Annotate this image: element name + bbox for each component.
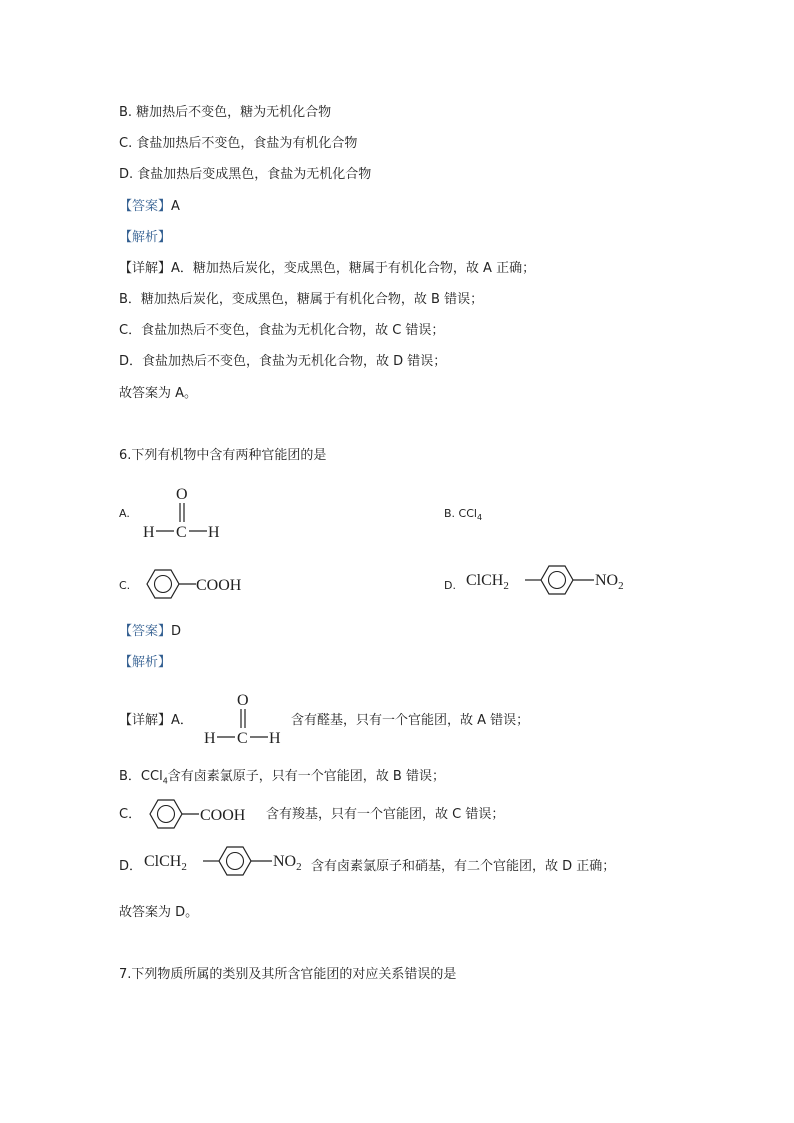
clch-group: ClCH$_2$ [144, 853, 187, 873]
atom-h-right: H [208, 524, 220, 541]
atom-h-left: H [143, 524, 155, 541]
detail-prefix: B．CCl [119, 769, 163, 784]
detail-d-q6-prefix: D． [119, 859, 143, 874]
analysis-label-q5: 【解析】 [119, 230, 172, 245]
clch-group: ClCH$_2$ [466, 572, 509, 592]
formaldehyde-structure-a [140, 484, 230, 542]
nitro-group: $NO_2$ [595, 572, 624, 592]
answer-q5 [119, 198, 180, 216]
atom-h-right: H [269, 730, 281, 747]
detail-d-q6-text: 含有卤素氯原子和硝基，有二个官能团，故 D 正确； [311, 859, 616, 874]
q6-option-a-label: A. [119, 507, 130, 520]
detail-a-q6-text: 含有醛基，只有一个官能团，故 A 错误； [291, 713, 530, 728]
q6-option-b-sub: 4 [476, 513, 483, 523]
q6-option-b [444, 507, 482, 525]
answer-value: D [171, 624, 182, 639]
detail-label: 【详解】 [119, 261, 172, 276]
option-c-q5: C. 食盐加热后不变色，食盐为有机化合物 [119, 136, 358, 151]
detail-c-q6-text: 含有羧基，只有一个官能团，故 C 错误； [266, 807, 505, 822]
atom-c: C [237, 730, 248, 747]
question-7-stem: 7.下列物质所属的类别及其所含官能团的对应关系错误的是 [119, 967, 457, 982]
nitrobenzyl-chloride-structure-explained [141, 841, 311, 881]
detail-text: A．糖加热后炭化，变成黑色，糖属于有机化合物，故 A 正确； [171, 261, 536, 276]
detail-prefix: A． [171, 713, 193, 728]
question-6-stem: 6.下列有机物中含有两种官能团的是 [119, 448, 327, 463]
detail-b-q6 [119, 768, 445, 791]
option-d-q5: D. 食盐加热后变成黑色，食盐为无机化合物 [119, 167, 372, 182]
atom-o: O [176, 486, 188, 503]
conclusion-q6: 故答案为 D。 [119, 905, 199, 920]
detail-b-sub: 4 [162, 776, 168, 786]
atom-c: C [176, 524, 187, 541]
benzoic-acid-structure-c [138, 564, 258, 604]
benzoic-acid-structure-explained [141, 794, 263, 834]
detail-a-q5 [119, 260, 535, 278]
q6-option-b-text: B. CCl [444, 507, 477, 520]
answer-label: 【答案】 [119, 624, 172, 639]
answer-label: 【答案】 [119, 199, 172, 214]
cooh-group: COOH [196, 577, 242, 594]
option-b-q5: B. 糖加热后不变色，糖为无机化合物 [119, 105, 332, 120]
formaldehyde-structure-explained [201, 690, 291, 748]
detail-text: 含有卤素氯原子，只有一个官能团，故 B 错误； [167, 769, 445, 784]
analysis-label-q6: 【解析】 [119, 655, 172, 670]
q6-option-c-label: C. [119, 579, 131, 592]
detail-label: 【详解】 [119, 713, 172, 728]
detail-c-q5: C．食盐加热后不变色，食盐为无机化合物，故 C 错误； [119, 323, 445, 338]
detail-d-q5: D．食盐加热后不变色，食盐为无机化合物，故 D 错误； [119, 354, 447, 369]
cooh-group: COOH [200, 807, 246, 824]
nitro-group: $NO_2$ [273, 853, 302, 873]
detail-a-q6-prefix [119, 712, 193, 730]
nitrobenzyl-chloride-structure-d [463, 560, 633, 600]
atom-h-left: H [204, 730, 216, 747]
detail-c-q6-prefix: C． [119, 807, 142, 822]
answer-value: A [171, 199, 180, 214]
atom-o: O [237, 692, 249, 709]
conclusion-q5: 故答案为 A。 [119, 386, 198, 401]
detail-b-q5: B．糖加热后炭化，变成黑色，糖属于有机化合物，故 B 错误； [119, 292, 484, 307]
q6-option-d-label: D. [444, 579, 456, 592]
answer-q6 [119, 623, 181, 641]
